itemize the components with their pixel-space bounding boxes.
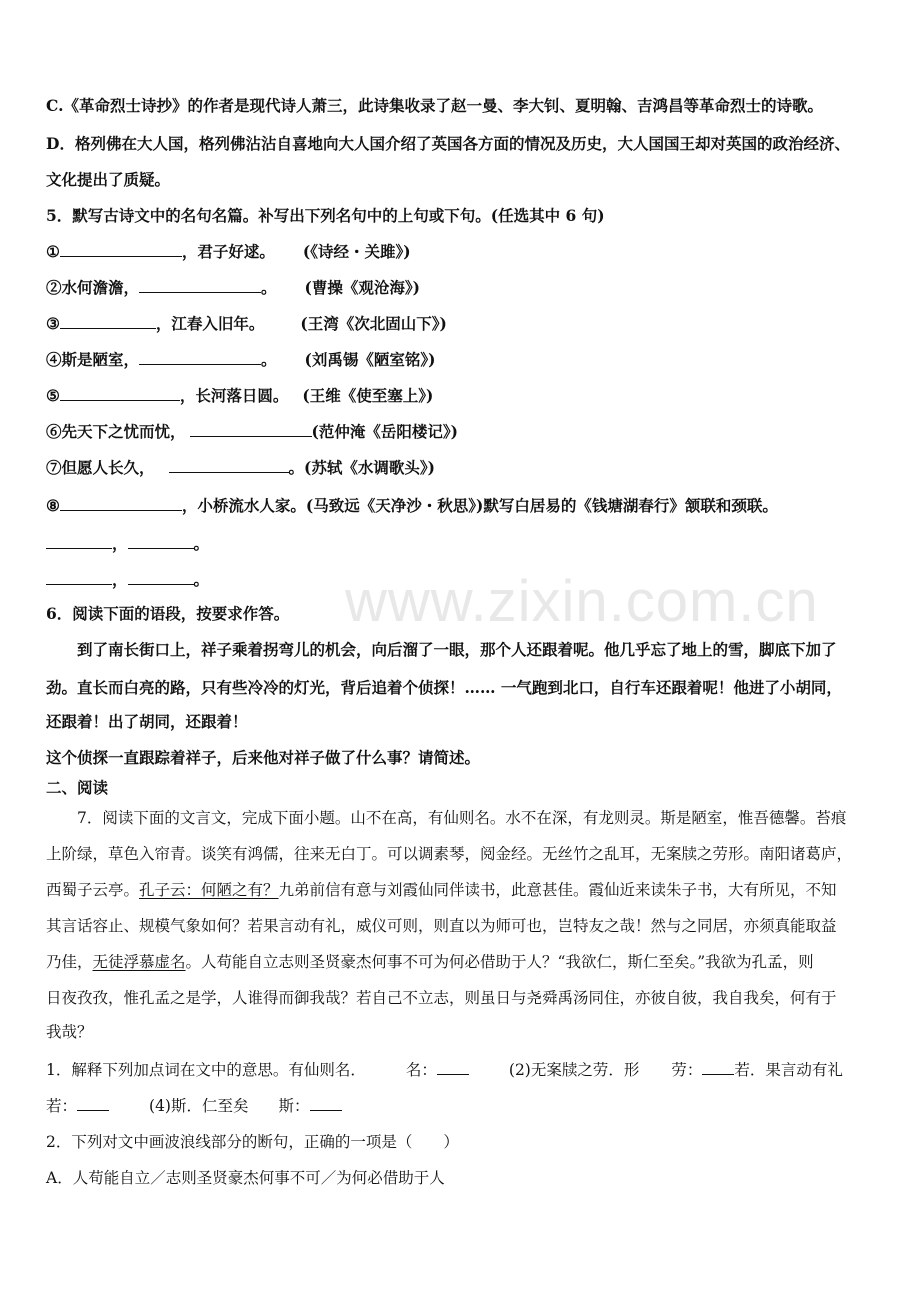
wavy-underlined-text: 无徒浮慕虚名 [92,953,186,971]
item-source: (王湾《次北固山下》) [300,314,447,333]
answer-blank[interactable] [190,422,312,437]
sub1-line1 [46,1060,843,1080]
wavy-underlined-text: 孔子云：何陋之有？ [139,881,279,899]
item-text: ，君子好逑。 [181,242,275,261]
item-source: (范仲淹《岳阳楼记》) [311,422,458,441]
answer-blank[interactable] [310,1096,342,1111]
answer-blank[interactable] [46,570,112,585]
answer-blank[interactable] [77,1096,109,1111]
text: 若．果言动有礼 [734,1061,843,1079]
q7-line4: 其言话容止、规模气象如何？若果言动有礼，威仪可则，则直以为师可也，岂特友之哉！然与之同居，亦须真能取益 [46,917,837,935]
q5-item-3 [46,314,447,334]
q5-title: 5．默写古诗文中的名句名篇。补写出下列名句中的上句或下句。(任选其中 6 句) [46,206,605,225]
answer-blank[interactable] [60,386,180,401]
item-text: 斯是陋室， [61,350,140,369]
item-text: ，长河落日圆。 [179,386,289,405]
q7-line5 [46,952,814,972]
period: 。 [193,534,210,553]
item-number: ⑤ [46,386,60,405]
item-source: (苏轼《水调歌头》) [304,458,435,477]
text: 乃佳， [46,953,93,971]
item-number: ⑧ [46,496,60,515]
q7-line1: 7．阅读下面的文言文，完成下面小题。山不在高，有仙则名。水不在深，有龙则灵。斯是陋室，惟吾德馨。苔痕 [77,809,847,827]
text: 九弟前信有意与刘霞仙同伴读书，此意甚佳。霞仙近来读朱子书，大有所见，不知 [278,881,837,899]
item-text: ，江春入旧年。 [155,314,265,333]
q5-item-5 [46,386,433,406]
item-number: ⑦ [46,458,62,477]
q4-option-d-line1: D．格列佛在大人国，格列佛沾沾自喜地向大人国介绍了英国各方面的情况及历史，大人国国王却对英国的政治经济、 [46,134,850,153]
item-number: ① [46,242,60,261]
item-text: ，小桥流水人家。 [181,496,306,515]
text: (4)斯．仁至矣 [149,1097,249,1115]
q5-extra-blank-row-2 [46,570,209,590]
watermark: www.zixin.com.cn [345,569,819,634]
comma: ， [112,570,128,589]
q5-item-6 [46,422,458,442]
answer-blank[interactable] [128,534,194,549]
q5-item-8 [46,496,778,516]
item-number: ② [46,278,62,297]
answer-blank[interactable] [60,314,156,329]
answer-blank[interactable] [60,496,182,511]
q6-passage-line2: 劲。直长而白亮的路，只有些冷冷的灯光，背后追着个侦探！…… 一气跑到北口，自行车还跟着呢！他进了小胡同， [46,678,842,697]
answer-blank[interactable] [139,278,261,293]
item-source: (曹操《观沧海》) [304,278,420,297]
q7-line7: 我哉？ [46,1023,93,1041]
item-source: (《诗经・关雎》) [302,242,411,261]
q4-option-d-line2: 文化提出了质疑。 [46,170,171,189]
item-number: ③ [46,314,60,333]
q6-passage-line1: 到了南长街口上，祥子乘着拐弯儿的机会，向后溜了一眼，那个人还跟着呢。他几乎忘了地上的雪，脚底下加了 [77,640,837,659]
text: 西蜀子云亭。 [46,881,140,899]
text: 若： [46,1097,78,1115]
answer-blank[interactable] [46,534,112,549]
period: 。 [193,570,210,589]
answer-blank[interactable] [169,458,289,473]
text: 劳： [671,1061,703,1079]
item-source: (马致远《天净沙・秋思》)默写白居易的《钱塘湖春行》颔联和颈联。 [305,496,778,515]
item-source: (刘禹锡《陋室铭》) [304,350,436,369]
text: 名： [405,1061,437,1079]
q6-passage-line3: 还跟着！出了胡同，还跟着！ [46,712,248,731]
sub1-line2 [46,1096,342,1116]
q6-title: 6．阅读下面的语段，按要求作答。 [46,604,290,623]
q6-question: 这个侦探一直跟踪着祥子，后来他对祥子做了什么事？请简述。 [46,748,481,767]
section-heading-reading: 二、阅读 [46,778,109,797]
q7-line2: 上阶绿，草色入帘青。谈笑有鸿儒，往来无白丁。可以调素琴，阅金经。无丝竹之乱耳，无案牍之劳形。南阳诸葛庐， [46,845,853,863]
q5-item-2 [46,278,420,298]
item-text: 。 [261,278,277,297]
q7-line3 [46,880,837,900]
answer-blank[interactable] [60,242,182,257]
q5-item-1 [46,242,411,262]
answer-blank[interactable] [128,570,194,585]
comma: ， [112,534,128,553]
item-text: 先天下之忧而忧， [61,422,186,441]
q5-item-4 [46,350,435,370]
text: 。人苟能自立志则圣贤豪杰何事不可为何必借助于人？“我欲仁，斯仁至矣。”我欲为孔孟，则 [185,953,814,971]
text: (2)无案牍之劳．形 [508,1061,640,1079]
text: 1．解释下列加点词在文中的意思。有仙则名． [46,1061,366,1079]
q7-line6: 日夜孜孜，惟孔孟之是学，人谁得而御我哉？若自己不立志，则虽日与尧舜禹汤同住，亦彼自彼，我自我矣，何有于 [46,989,837,1007]
item-source: (王维《使至塞上》) [302,386,434,405]
answer-blank[interactable] [702,1060,734,1075]
sub2-option-a: A．人苟能自立／志则圣贤豪杰何事不可／为何必借助于人 [46,1169,445,1187]
q5-item-7 [46,458,435,478]
answer-blank[interactable] [437,1060,469,1075]
q5-extra-blank-row-1 [46,534,209,554]
answer-blank[interactable] [139,350,261,365]
item-number: ⑥ [46,422,62,441]
item-text: 。 [261,350,277,369]
item-text: 但愿人长久， [61,458,155,477]
item-text: 。 [288,458,305,477]
item-number: ④ [46,350,62,369]
item-text: 水何澹澹， [61,278,140,297]
sub2-title: 2．下列对文中画波浪线部分的断句，正确的一项是（ ） [46,1133,459,1151]
text: 斯： [278,1097,310,1115]
q4-option-c: C.《革命烈士诗抄》的作者是现代诗人萧三，此诗集收录了赵一曼、李大钊、夏明翰、吉鸿昌等革命烈士的诗歌。 [46,96,823,115]
